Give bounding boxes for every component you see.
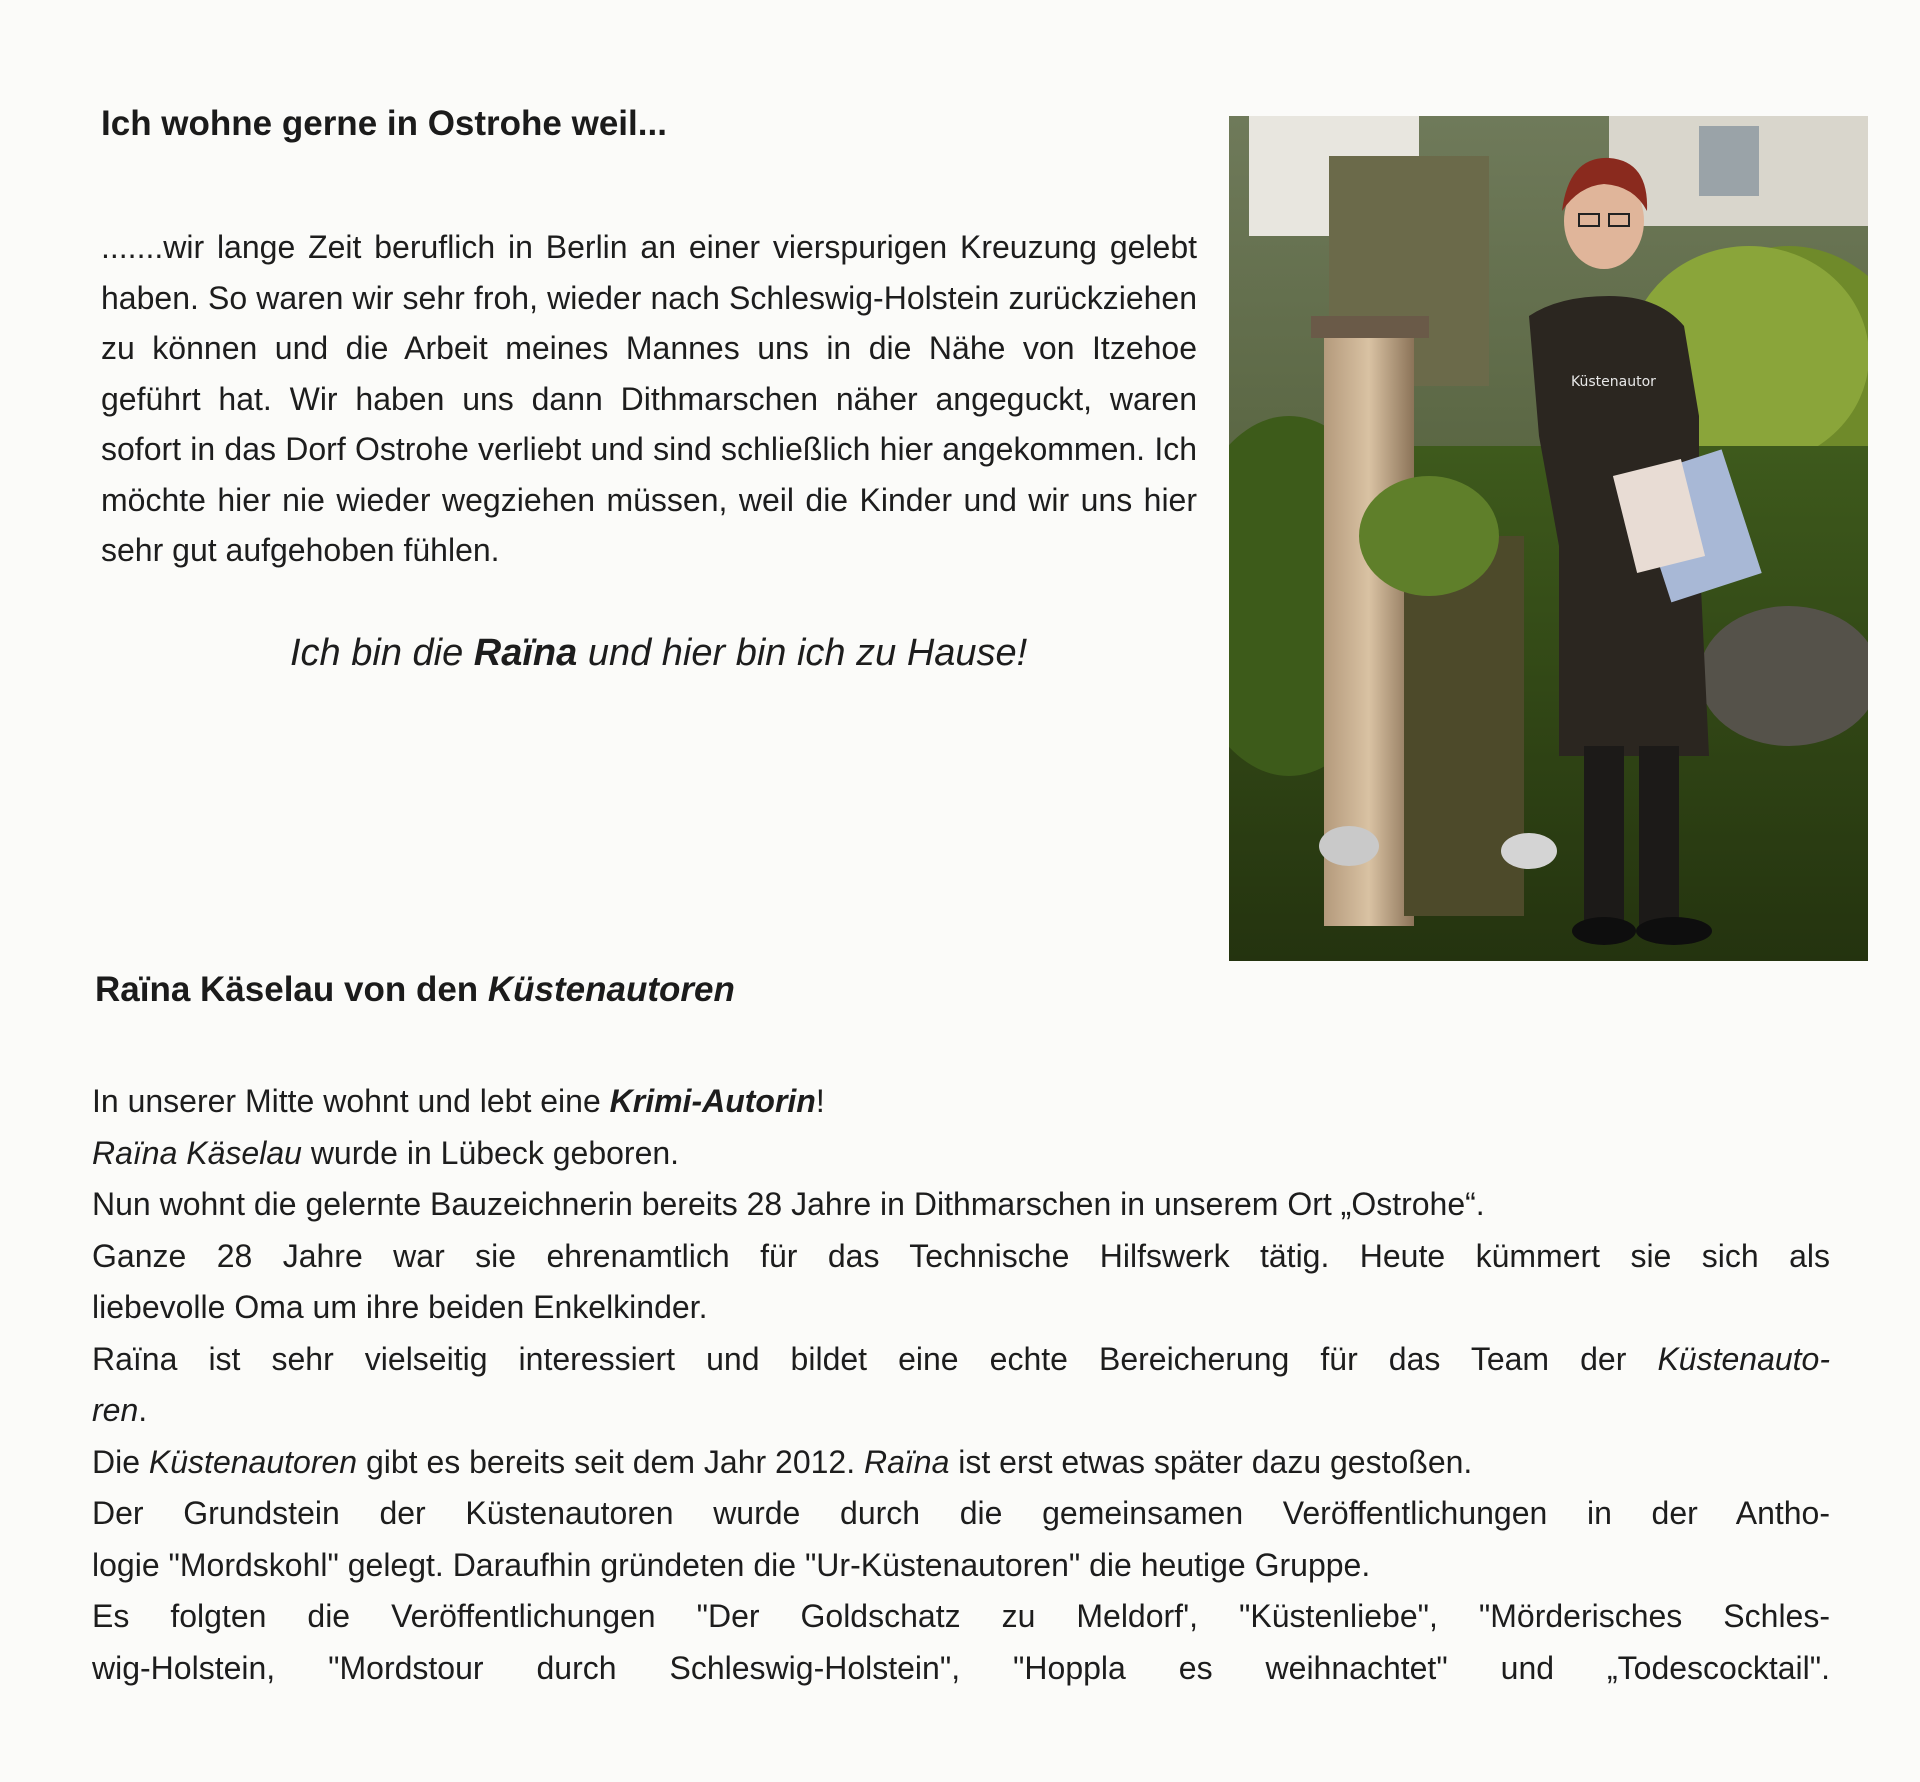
text: Raïna ist sehr vielseitig interessiert und bildet eine echte Bereicherung für das Team der (92, 1340, 1658, 1377)
text: Die (92, 1443, 149, 1480)
bio-line (92, 1437, 1830, 1489)
bio-line: Der Grundstein der Küstenautoren wurde durch die gemeinsamen Veröffentlichungen in der Antho- (92, 1495, 1830, 1531)
bio-line: logie "Mordskohl" gelegt. Daraufhin gründeten die "Ur-Küstenautoren" die heutige Gruppe. (92, 1546, 1371, 1583)
text: . (138, 1392, 148, 1428)
tagline-name: Raïna (473, 632, 578, 674)
section-title-ostrohe: Ich wohne gerne in Ostrohe weil... (101, 104, 667, 143)
section-title-author (95, 970, 735, 1010)
author-photo-illustration (1229, 116, 1868, 961)
bio-line: Ganze 28 Jahre war sie ehrenamtlich für das Technische Hilfswerk tätig. Heute kümmert sie sich als (92, 1237, 1830, 1274)
text: In unserer Mitte wohnt und lebt eine (92, 1083, 610, 1119)
post-cap (1311, 316, 1429, 338)
bio-line (92, 1334, 1830, 1386)
text-italic: Raïna (864, 1443, 950, 1480)
text: gibt es bereits seit dem Jahr 2012. (357, 1443, 864, 1480)
text-italic: ren (92, 1392, 139, 1428)
tagline-pre: Ich bin die (290, 632, 474, 674)
text-italic: Küstenautoren (148, 1443, 358, 1480)
bio-line (92, 1076, 1830, 1128)
stone (1319, 826, 1379, 866)
text: ist erst etwas später dazu gestoßen. (949, 1443, 1473, 1480)
person-shoe-right (1636, 917, 1712, 945)
text-italic: Raïna Käselau (92, 1134, 302, 1171)
bio-line (92, 1128, 1830, 1180)
bio-text (92, 1076, 1830, 1694)
bio-line: liebevolle Oma um ihre beiden Enkelkinder. (92, 1289, 708, 1325)
intro-paragraph: .......wir lange Zeit beruflich in Berlin an einer vierspurigen Kreuzung gelebt haben. So waren wir sehr froh, wieder nach Schleswig-Holstein zurückziehen zu können und die Arbeit meines Mannes uns in die Nähe von Itzehoe geführt hat. Wir haben uns dann Dithmarschen näher angeguckt, waren sofort in das Dorf Ostrohe verliebt und sind schließlich hier angekommen. Ich möchte hier nie wieder wegziehen müssen, weil die Kinder und wir uns hier sehr gut aufgehoben fühlen. (101, 229, 1197, 568)
person-leg-right (1639, 746, 1679, 926)
text: ! (815, 1083, 825, 1119)
author-photo (1229, 116, 1868, 961)
text-bold: Krimi-Autorin (609, 1083, 816, 1119)
stone (1501, 833, 1557, 869)
shirt-text: Küstenautor (1571, 374, 1656, 390)
tagline (290, 632, 1027, 675)
window (1699, 126, 1759, 196)
tagline-post: und hier bin ich zu Hause! (577, 632, 1028, 674)
text-italic: Küstenauto- (1657, 1340, 1830, 1377)
subtitle-italic: Küstenautoren (487, 970, 735, 1009)
bio-line: wig-Holstein, "Mordstour durch Schleswig-Holstein", "Hoppla es weihnachtet" und „Todescocktail". (92, 1649, 1830, 1686)
bio-line: Es folgten die Veröffentlichungen "Der Goldschatz zu Meldorf', "Küstenliebe", "Mörderisches Schles- (92, 1598, 1830, 1634)
text: wurde in Lübeck geboren. (301, 1134, 680, 1171)
subtitle-plain: Raïna Käselau von den (95, 970, 488, 1009)
bio-line: Nun wohnt die gelernte Bauzeichnerin bereits 28 Jahre in Dithmarschen in unserem Ort „Ostrohe“. (92, 1186, 1485, 1222)
person-leg-left (1584, 746, 1624, 926)
person-shoe-left (1572, 917, 1636, 945)
plant (1359, 476, 1499, 596)
bio-line (92, 1385, 1830, 1437)
